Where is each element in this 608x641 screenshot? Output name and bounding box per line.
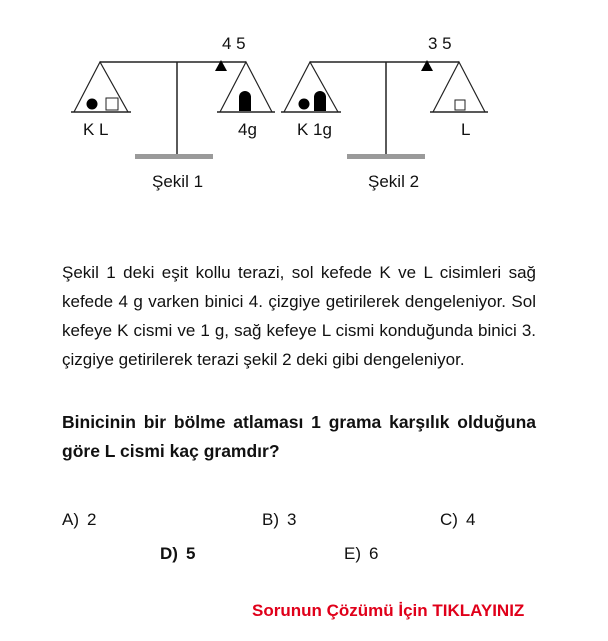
option-a-letter: A) xyxy=(62,510,79,529)
figure-caption-2: Şekil 2 xyxy=(368,172,420,191)
option-c-letter: C) xyxy=(440,510,458,529)
option-e[interactable] xyxy=(344,544,378,564)
figure-caption-1: Şekil 1 xyxy=(152,172,204,191)
option-a[interactable] xyxy=(62,510,96,530)
option-c[interactable] xyxy=(440,510,475,530)
question-text: Binicinin bir bölme atlaması 1 grama karşılık olduğuna göre L cismi kaç gramdır? xyxy=(62,412,536,461)
problem-text: Şekil 1 deki eşit kollu terazi, sol kefede K ve L cisimleri sağ kefede 4 g varken binici 4. çizgiye getirilerek dengeleniyor. Sol kefeye K cismi ve 1 g, sağ kefeye L cismi konduğunda binici 3. çizgiye getirilerek terazi şekil 2 deki gibi dengeleniyor. xyxy=(62,263,536,369)
rider-marks-2: 3 5 xyxy=(428,34,452,53)
scale-base-1 xyxy=(135,154,213,159)
option-b-letter: B) xyxy=(262,510,279,529)
weight-4g-1 xyxy=(239,91,251,111)
weight-1g-2 xyxy=(314,91,326,111)
object-k-2 xyxy=(299,99,310,110)
option-a-value: 2 xyxy=(87,510,97,529)
option-b-value: 3 xyxy=(287,510,297,529)
option-d[interactable] xyxy=(160,544,195,564)
left-pan-label-1: K L xyxy=(83,120,109,139)
option-d-value: 5 xyxy=(185,544,196,563)
object-l-1 xyxy=(106,98,118,110)
object-l-2 xyxy=(455,100,465,110)
solution-link[interactable]: Sorunun Çözümü İçin TIKLAYINIZ xyxy=(252,601,525,620)
option-c-value: 4 xyxy=(465,510,476,529)
balance-figures xyxy=(0,0,608,200)
right-pan-label-1: 4g xyxy=(238,120,257,139)
balance-scale-1 xyxy=(71,60,275,159)
balance-diagrams xyxy=(0,0,608,200)
balance-scale-2 xyxy=(281,60,488,159)
left-pan-label-2: K 1g xyxy=(297,120,332,139)
object-k-1 xyxy=(87,99,98,110)
option-b[interactable] xyxy=(262,510,296,530)
rider-marks-1: 4 5 xyxy=(222,34,246,53)
left-pan-1 xyxy=(74,62,128,112)
right-pan-label-2: L xyxy=(461,120,471,139)
option-d-letter: D) xyxy=(160,544,178,563)
option-e-value: 6 xyxy=(369,544,379,563)
option-e-letter: E) xyxy=(344,544,361,563)
left-pan-2 xyxy=(284,62,338,112)
scale-base-2 xyxy=(347,154,425,159)
